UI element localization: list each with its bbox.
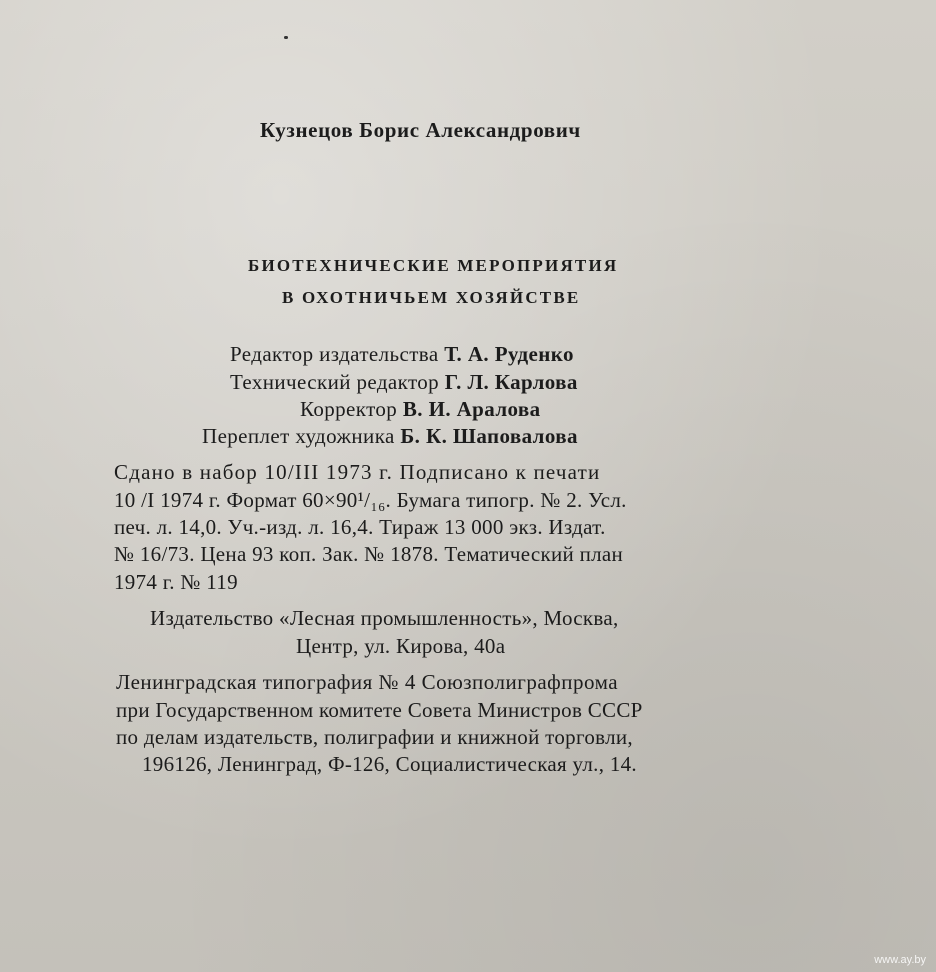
printer-line-2: при Государственном комитете Совета Министров СССР <box>116 698 643 722</box>
print-details-line-1: Сдано в набор 10/III 1973 г. Подписано к печати <box>114 460 601 484</box>
ink-speck <box>284 36 288 39</box>
publisher-line-2: Центр, ул. Кирова, 40а <box>296 634 506 658</box>
credit-proofreader <box>300 397 541 422</box>
credit-role: Переплет художника <box>202 424 395 448</box>
print-details-line-2: 10 /I 1974 г. Формат 60×90¹/₁₆. Бумага типогр. № 2. Усл. <box>114 488 627 512</box>
publisher-line-1: Издательство «Лесная промышленность», Москва, <box>150 606 619 630</box>
print-details-line-4: № 16/73. Цена 93 коп. Зак. № 1878. Тематический план <box>114 542 624 566</box>
credit-name: Г. Л. Карлова <box>444 370 578 394</box>
print-details-line-5: 1974 г. № 119 <box>114 570 238 594</box>
credit-role: Редактор издательства <box>230 342 439 366</box>
watermark: www.ay.by <box>874 954 926 966</box>
book-title-line-2: В ОХОТНИЧЬЕМ ХОЗЯЙСТВЕ <box>282 288 581 307</box>
credit-editor <box>230 342 574 367</box>
print-details-line-3: печ. л. 14,0. Уч.-изд. л. 16,4. Тираж 13 000 экз. Издат. <box>114 515 606 539</box>
credit-name: Б. К. Шаповалова <box>400 424 578 448</box>
book-title-line-1: БИОТЕХНИЧЕСКИЕ МЕРОПРИЯТИЯ <box>248 256 619 275</box>
credit-name: Т. А. Руденко <box>444 342 574 366</box>
printer-line-4: 196126, Ленинград, Ф-126, Социалистическая ул., 14. <box>142 752 637 776</box>
credit-role: Технический редактор <box>230 370 440 394</box>
printer-line-3: по делам издательств, полиграфии и книжной торговли, <box>116 725 633 749</box>
credit-name: В. И. Аралова <box>402 397 541 421</box>
author-name: Кузнецов Борис Александрович <box>260 118 581 142</box>
credit-role: Корректор <box>300 397 398 421</box>
credit-binding-artist <box>202 424 578 449</box>
credit-tech-editor <box>230 370 578 395</box>
printer-line-1: Ленинградская типография № 4 Союзполиграфпрома <box>116 670 619 694</box>
